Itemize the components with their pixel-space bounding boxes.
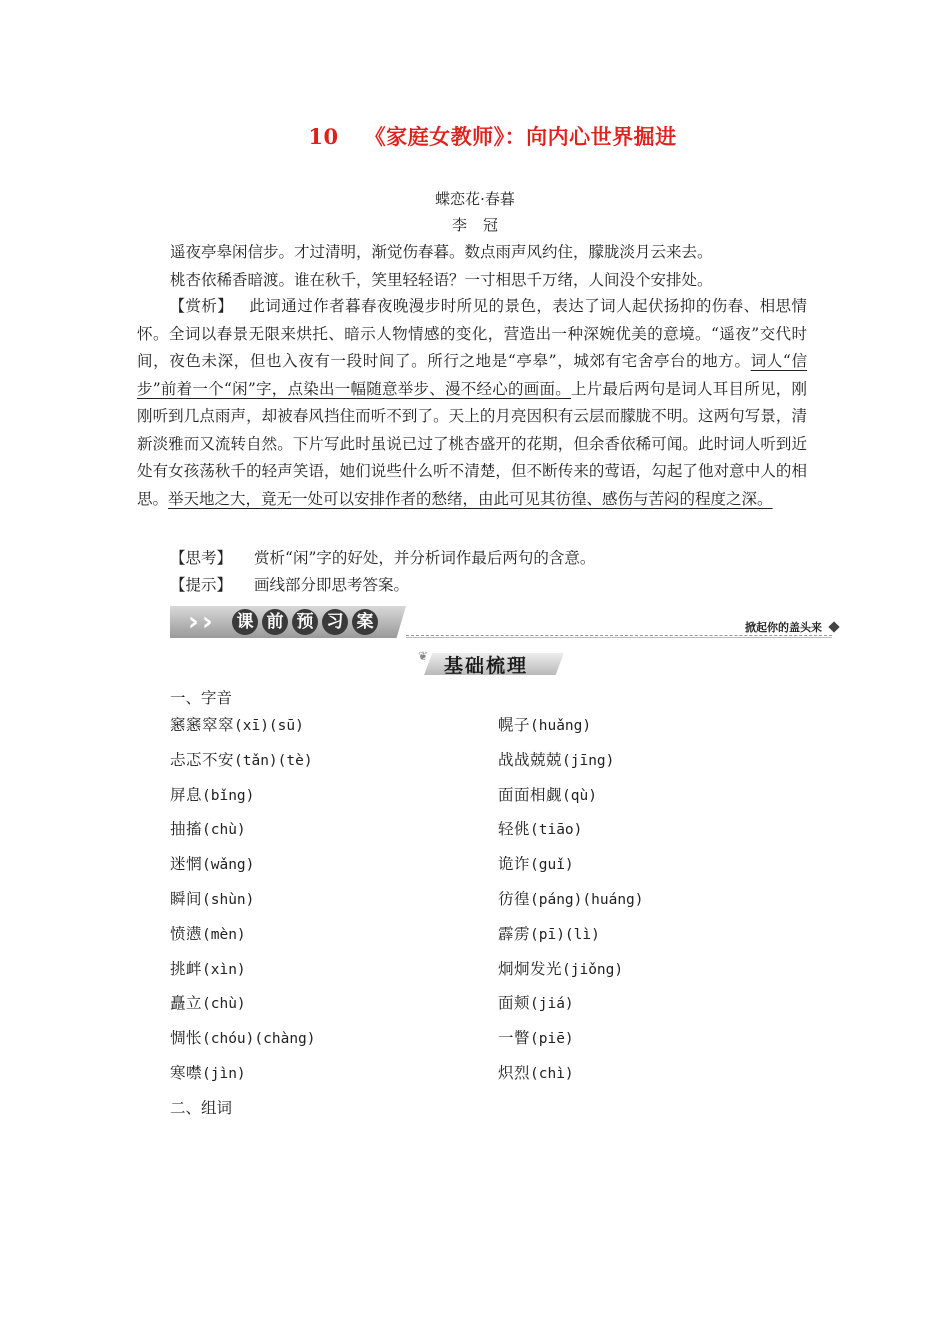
vocab-word: 窸窸窣窣 bbox=[170, 716, 235, 734]
vocab-item bbox=[498, 1026, 574, 1048]
think-line bbox=[170, 546, 595, 568]
vocab-word: 面面相觑 bbox=[498, 785, 563, 804]
vocab-pinyin: (xī)(sū) bbox=[234, 718, 304, 734]
section-label-pronunciation: 一、字音 bbox=[170, 689, 233, 707]
analysis-paragraph bbox=[137, 293, 807, 513]
chevron-right-icon: › bbox=[188, 607, 199, 637]
banner-char: 习 bbox=[322, 609, 348, 635]
vocab-pinyin: (piē) bbox=[530, 1031, 574, 1048]
page-title bbox=[0, 121, 950, 151]
banner-char: 预 bbox=[292, 609, 318, 635]
vocab-word: 愤懑 bbox=[170, 924, 203, 943]
vocab-item bbox=[498, 957, 623, 979]
banner-title bbox=[232, 609, 378, 635]
vocab-item bbox=[498, 852, 574, 874]
vocab-pinyin: (páng)(huáng) bbox=[530, 892, 644, 908]
vocab-item bbox=[498, 991, 574, 1013]
vocab-pinyin: (jiá) bbox=[530, 996, 574, 1013]
vocab-item bbox=[170, 852, 254, 874]
vocab-item bbox=[170, 922, 246, 944]
vocab-pinyin: (shùn) bbox=[202, 892, 255, 908]
leaf-icon: ❦ bbox=[418, 649, 429, 663]
vocab-pinyin: (tǎn)(tè) bbox=[234, 752, 313, 769]
vocab-word: 面颊 bbox=[498, 994, 531, 1013]
vocab-word: 寒噤 bbox=[170, 1064, 203, 1082]
vocab-pinyin: (bǐng) bbox=[202, 787, 255, 804]
vocab-word: 抽搐 bbox=[170, 820, 203, 839]
lesson-title: 《家庭女教师》：向内心世界掘进 bbox=[364, 124, 677, 149]
vocab-word: 轻佻 bbox=[498, 820, 531, 839]
analysis-label: 【赏析】 bbox=[169, 297, 234, 315]
poem-title: 蝶恋花·春暮 bbox=[435, 190, 515, 208]
vocab-word: 战战兢兢 bbox=[498, 750, 563, 769]
banner-rule bbox=[406, 635, 832, 636]
vocab-pinyin: (qù) bbox=[562, 787, 597, 804]
vocab-pinyin: (jīng) bbox=[562, 752, 615, 769]
author-char: 李 bbox=[451, 216, 467, 234]
think-label: 【思考】 bbox=[170, 549, 233, 567]
vocab-pinyin: (pī)(lì) bbox=[530, 926, 600, 943]
vocab-word: 忐忑不安 bbox=[170, 750, 235, 769]
vocab-word: 幌子 bbox=[498, 716, 531, 734]
vocab-pinyin: (chù) bbox=[202, 822, 246, 839]
hint-text: 画线部分即思考答案。 bbox=[254, 576, 410, 594]
banner-char: 课 bbox=[232, 609, 258, 635]
analysis-text: 此词通过作者暮春夜晚漫步时所见的景色，表达了词人起伏扬抑的伤春、相思情怀。全词以春景无限来烘托、暗示人物情感的变化，营造出一种深婉优美的意境。“遥夜”交代时间，夜色未深，但也入夜有一段时间了。所行之地是“亭皋”，城郊有宅舍亭台的地方。 bbox=[137, 297, 807, 370]
vocab-pinyin: (huǎng) bbox=[530, 718, 592, 734]
vocab-item bbox=[498, 783, 597, 805]
section-banner bbox=[170, 606, 840, 640]
vocab-item bbox=[170, 1026, 316, 1048]
vocab-word: 炽烈 bbox=[498, 1064, 531, 1082]
vocab-item bbox=[170, 748, 313, 770]
underlined-answer-1: 词人“信步”前着一个“闲”字，点染出一幅随意举步、漫不经心的画面。 bbox=[137, 352, 807, 398]
vocab-word: 霹雳 bbox=[498, 924, 531, 943]
vocab-pinyin: (jiǒng) bbox=[562, 961, 624, 978]
vocab-item bbox=[170, 817, 246, 839]
analysis-text: 上片最后两句是词人耳目所见，刚刚听到几点雨声，却被春风挡住而听不到了。天上的月亮因积有云层而朦胧不明。这两句写景，清新淡雅而又流转自然。下片写此时虽说已过了桃杏盛开的花期，但余香依稀可闻。此时词人听到近处有女孩荡秋千的轻声笑语，她们说些什么听不清楚，但不断传来的莺语，勾起了他对意中人的相思。 bbox=[137, 379, 807, 508]
vocab-item bbox=[170, 1061, 246, 1083]
vocab-word: 屏息 bbox=[170, 785, 203, 804]
vocab-item bbox=[170, 713, 304, 735]
banner-char: 前 bbox=[262, 609, 288, 635]
vocab-word: 瞬间 bbox=[170, 890, 203, 908]
section-label-compound-words: 二、组词 bbox=[170, 1099, 233, 1117]
vocab-word: 挑衅 bbox=[170, 959, 203, 978]
underlined-answer-2: 举天地之大，竟无一处可以安排作者的愁绪，由此可见其彷徨、感伤与苦闷的程度之深。 bbox=[168, 489, 773, 508]
poem-author bbox=[0, 214, 950, 235]
hint-label: 【提示】 bbox=[170, 576, 233, 594]
banner-char: 案 bbox=[352, 609, 378, 635]
vocab-pinyin: (wǎng) bbox=[202, 857, 255, 874]
poem-line: 遥夜亭皋闲信步。才过清明，渐觉伤春暮。数点雨声风约住，朦胧淡月云来去。 bbox=[170, 243, 713, 261]
vocab-word: 矗立 bbox=[170, 994, 203, 1013]
vocab-pinyin: (chóu)(chàng) bbox=[202, 1031, 316, 1048]
vocab-item bbox=[498, 748, 614, 770]
hint-line bbox=[170, 573, 409, 595]
vocab-pinyin: (jìn) bbox=[202, 1066, 246, 1082]
vocab-pinyin: (xìn) bbox=[202, 961, 246, 978]
vocab-pinyin: (tiāo) bbox=[530, 822, 583, 839]
vocab-item bbox=[170, 991, 246, 1013]
vocab-word: 惆怅 bbox=[170, 1029, 203, 1048]
vocab-word: 诡诈 bbox=[498, 855, 531, 874]
banner-slogan: 掀起你的盖头来 bbox=[745, 621, 822, 634]
diamond-icon bbox=[828, 621, 839, 632]
vocab-word: 炯炯发光 bbox=[498, 959, 563, 978]
lesson-number: 10 bbox=[308, 124, 339, 149]
vocab-word: 迷惘 bbox=[170, 855, 203, 874]
vocab-item bbox=[170, 887, 254, 909]
vocab-item bbox=[498, 1061, 574, 1083]
vocab-word: 彷徨 bbox=[498, 890, 531, 908]
subhead-text: 基础梳理 bbox=[444, 655, 529, 677]
vocab-pinyin: (chù) bbox=[202, 996, 246, 1013]
vocab-item bbox=[498, 922, 600, 944]
vocab-item bbox=[498, 887, 644, 909]
vocab-pinyin: (guǐ) bbox=[530, 857, 574, 874]
think-text: 赏析“闲”字的好处，并分析词作最后两句的含意。 bbox=[254, 549, 596, 567]
vocab-word: 一瞥 bbox=[498, 1029, 531, 1048]
vocab-item bbox=[170, 783, 254, 805]
vocab-pinyin: (chì) bbox=[530, 1066, 574, 1082]
author-char: 冠 bbox=[483, 216, 499, 234]
vocab-item bbox=[498, 713, 591, 735]
vocab-pinyin: (mèn) bbox=[202, 926, 246, 943]
vocab-item bbox=[170, 957, 246, 979]
subsection-heading bbox=[418, 649, 568, 679]
chevron-right-icon: › bbox=[202, 607, 213, 637]
vocab-item bbox=[498, 817, 582, 839]
banner-rule bbox=[406, 637, 832, 638]
poem-line: 桃杏依稀香暗渡。谁在秋千，笑里轻轻语？一寸相思千万绪，人间没个安排处。 bbox=[170, 271, 713, 289]
